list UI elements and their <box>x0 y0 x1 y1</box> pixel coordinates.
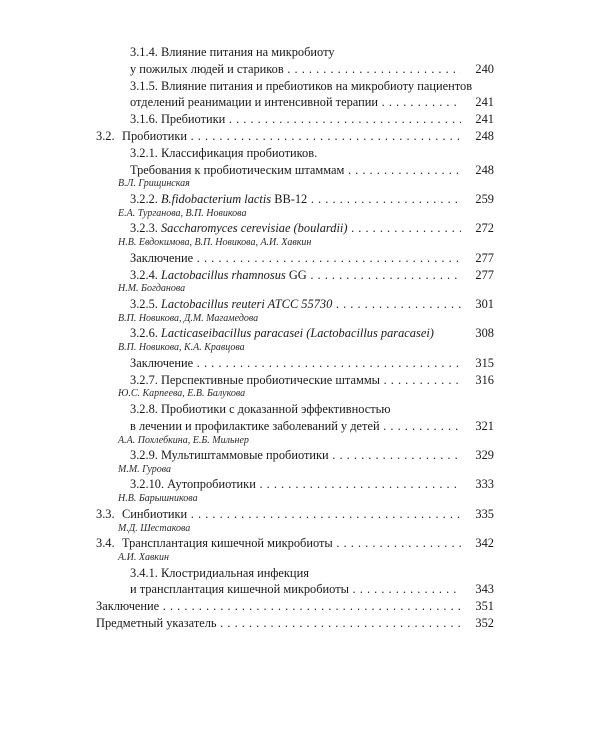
toc-page-number: 241 <box>461 94 494 111</box>
toc-author-names <box>118 208 246 221</box>
toc-entry-text: 3.2.10. Аутопробиотики <box>130 477 256 492</box>
toc-page-number: 316 <box>461 372 494 389</box>
toc-author <box>0 237 600 250</box>
toc-entry-title <box>130 191 464 208</box>
toc-entry <box>0 220 600 237</box>
toc-entry-text: 3.2.4. Lactobacillus rhamnosus GG <box>130 267 307 282</box>
toc-entry-title <box>130 355 464 372</box>
toc-entry-title <box>130 581 464 598</box>
toc-entry-text: А.А. Похлебкина, Е.Б. Мильнер <box>118 434 249 446</box>
toc-entry-title <box>130 162 464 179</box>
toc-page-number: 301 <box>461 296 494 313</box>
toc-page-number: 240 <box>461 61 494 78</box>
toc-page-number: 352 <box>461 615 494 632</box>
toc-entry-text: Е.А. Турганова, В.П. Новикова <box>118 207 247 219</box>
toc-entry-text: Требования к пробиотическим штаммам <box>130 162 345 177</box>
toc-author <box>0 283 600 296</box>
toc-entry-text: Н.В. Барышникова <box>118 493 198 505</box>
toc-page-number: 308 <box>461 325 494 342</box>
toc-author <box>0 178 600 191</box>
toc-entry-text: Заключение <box>130 250 194 265</box>
toc-entry-text: 3.2.3. Saccharomyces cerevisiae (boulardii) <box>130 221 348 236</box>
toc-entry-text: Н.М. Богданова <box>118 283 186 295</box>
toc-entry <box>0 111 600 128</box>
table-of-contents <box>0 44 600 632</box>
toc-page-number: 335 <box>461 506 494 523</box>
toc-entry-number: 3.3. <box>96 506 115 521</box>
toc-author <box>0 208 600 221</box>
toc-author-names <box>118 283 185 296</box>
toc-entry-text: отделений реанимации и интенсивной терапии <box>130 95 379 110</box>
toc-page-number: 259 <box>461 191 494 208</box>
toc-entry-text: В.Л. Грищинская <box>118 178 190 190</box>
toc-entry <box>0 78 600 95</box>
toc-entry <box>0 372 600 389</box>
toc-page-number: 315 <box>461 355 494 372</box>
toc-entry-title <box>96 506 464 523</box>
toc-entry <box>0 267 600 284</box>
toc-entry-title <box>96 128 464 145</box>
toc-entry-title <box>130 372 464 389</box>
toc-entry-text: 3.2.6. Lacticaseibacillus paracasei (Lactobacillus paracasei) <box>130 326 434 341</box>
toc-entry-title <box>130 44 464 61</box>
toc-entry <box>0 145 600 162</box>
toc-entry-number: 3.4. <box>96 536 115 551</box>
toc-entry <box>0 296 600 313</box>
toc-entry-title <box>130 325 464 342</box>
toc-page-number: 343 <box>461 581 494 598</box>
toc-entry <box>0 128 600 145</box>
toc-entry-title <box>130 145 464 162</box>
toc-entry-title <box>130 220 464 237</box>
toc-page-number: 241 <box>461 111 494 128</box>
toc-entry <box>0 61 600 78</box>
toc-author-names <box>118 552 169 565</box>
toc-entry-text: 3.2.9. Мультиштаммовые пробиотики <box>130 448 329 463</box>
toc-entry-text: 3.2.8. Пробиотики с доказанной эффективностью <box>130 401 391 416</box>
toc-entry <box>0 476 600 493</box>
toc-entry-title <box>130 250 464 267</box>
toc-entry-text: 3.2.2. B.fidobacterium lactis BB-12 <box>130 191 308 206</box>
toc-author-names <box>118 237 311 250</box>
toc-entry-text: и трансплантация кишечной микробиоты <box>130 582 349 597</box>
toc-author-names <box>118 388 245 401</box>
toc-page-number: 248 <box>461 162 494 179</box>
toc-entry-text: 3.2.7. Перспективные пробиотические штаммы <box>130 372 380 387</box>
toc-entry-text: 3.1.5. Влияние питания и пребиотиков на микробиоту пациентов <box>130 78 473 93</box>
toc-entry <box>0 581 600 598</box>
toc-page-number: 277 <box>461 267 494 284</box>
toc-entry-text: А.И. Хавкин <box>118 552 169 564</box>
toc-entry-text: 3.2.1. Классификация пробиотиков. <box>130 145 318 160</box>
toc-entry-text: 3.4.1. Клостридиальная инфекция <box>130 565 309 580</box>
toc-entry-text: у пожилых людей и стариков <box>130 61 284 76</box>
toc-author <box>0 552 600 565</box>
toc-entry <box>0 615 600 632</box>
toc-entry-title <box>130 267 464 284</box>
toc-author <box>0 342 600 355</box>
toc-entry <box>0 401 600 418</box>
toc-entry-text: в лечении и профилактике заболеваний у детей <box>130 418 380 433</box>
toc-entry-text: Ю.С. Карпеева, Е.В. Балукова <box>118 388 246 400</box>
toc-entry <box>0 191 600 208</box>
toc-author-names <box>118 313 258 326</box>
toc-entry-title <box>130 418 464 435</box>
toc-entry <box>0 447 600 464</box>
toc-entry <box>0 94 600 111</box>
toc-entry-text: В.П. Новикова, Д.М. Магамедова <box>118 312 259 324</box>
toc-entry-title <box>130 401 464 418</box>
toc-entry-text: В.П. Новикова, К.А. Кравцова <box>118 342 245 354</box>
toc-author <box>0 523 600 536</box>
toc-page-number: 351 <box>461 598 494 615</box>
toc-author <box>0 435 600 448</box>
toc-entry <box>0 506 600 523</box>
toc-entry-text: Трансплантация кишечной микробиоты <box>122 536 333 551</box>
toc-author-names <box>118 435 249 448</box>
toc-entry <box>0 535 600 552</box>
toc-entry-text: М.Д. Шестакова <box>118 522 191 534</box>
toc-entry-title <box>130 447 464 464</box>
toc-entry-title <box>130 61 464 78</box>
toc-page-number: 272 <box>461 220 494 237</box>
toc-entry-text: Заключение <box>130 355 194 370</box>
toc-entry <box>0 355 600 372</box>
toc-entry-title <box>130 111 464 128</box>
toc-entry-text: 3.1.4. Влияние питания на микробиоту <box>130 45 335 59</box>
toc-entry-title <box>130 78 473 95</box>
toc-entry-text: 3.2.5. Lactobacillus reuteri ATCC 55730 <box>130 296 333 311</box>
toc-page-number: 329 <box>461 447 494 464</box>
toc-author <box>0 388 600 401</box>
toc-entry-title <box>130 94 464 111</box>
toc-entry-text: 3.1.6. Пребиотики <box>130 112 226 127</box>
toc-entry-text: Заключение <box>96 599 160 614</box>
toc-entry-text: Н.В. Евдокимова, В.П. Новикова, А.И. Хавкин <box>118 237 312 249</box>
toc-entry-title <box>96 598 464 615</box>
toc-page-number: 321 <box>461 418 494 435</box>
toc-entry-number: 3.2. <box>96 128 115 143</box>
toc-author-names <box>118 464 171 477</box>
toc-entry-title <box>130 296 464 313</box>
toc-entry <box>0 162 600 179</box>
toc-author-names <box>118 342 245 355</box>
toc-entry-text: Синбиотики <box>122 506 188 521</box>
toc-entry <box>0 418 600 435</box>
toc-page-number: 333 <box>461 476 494 493</box>
toc-entry-title <box>96 535 464 552</box>
toc-author <box>0 464 600 477</box>
toc-page-number: 248 <box>461 128 494 145</box>
toc-entry <box>0 44 600 61</box>
toc-entry-text: М.М. Гурова <box>118 463 171 475</box>
toc-author <box>0 493 600 506</box>
toc-entry <box>0 250 600 267</box>
toc-entry <box>0 598 600 615</box>
toc-author-names <box>118 523 190 536</box>
toc-page-number: 342 <box>461 535 494 552</box>
toc-page-number: 277 <box>461 250 494 267</box>
toc-entry <box>0 325 600 342</box>
toc-author-names <box>118 178 190 191</box>
toc-entry-title <box>130 476 464 493</box>
toc-entry-text: Пробиотики <box>122 128 188 143</box>
toc-entry-title <box>96 615 464 632</box>
toc-entry-text: Предметный указатель <box>96 616 217 631</box>
toc-author-names <box>118 493 198 506</box>
toc-entry-title <box>130 565 464 582</box>
toc-author <box>0 313 600 326</box>
toc-entry <box>0 565 600 582</box>
